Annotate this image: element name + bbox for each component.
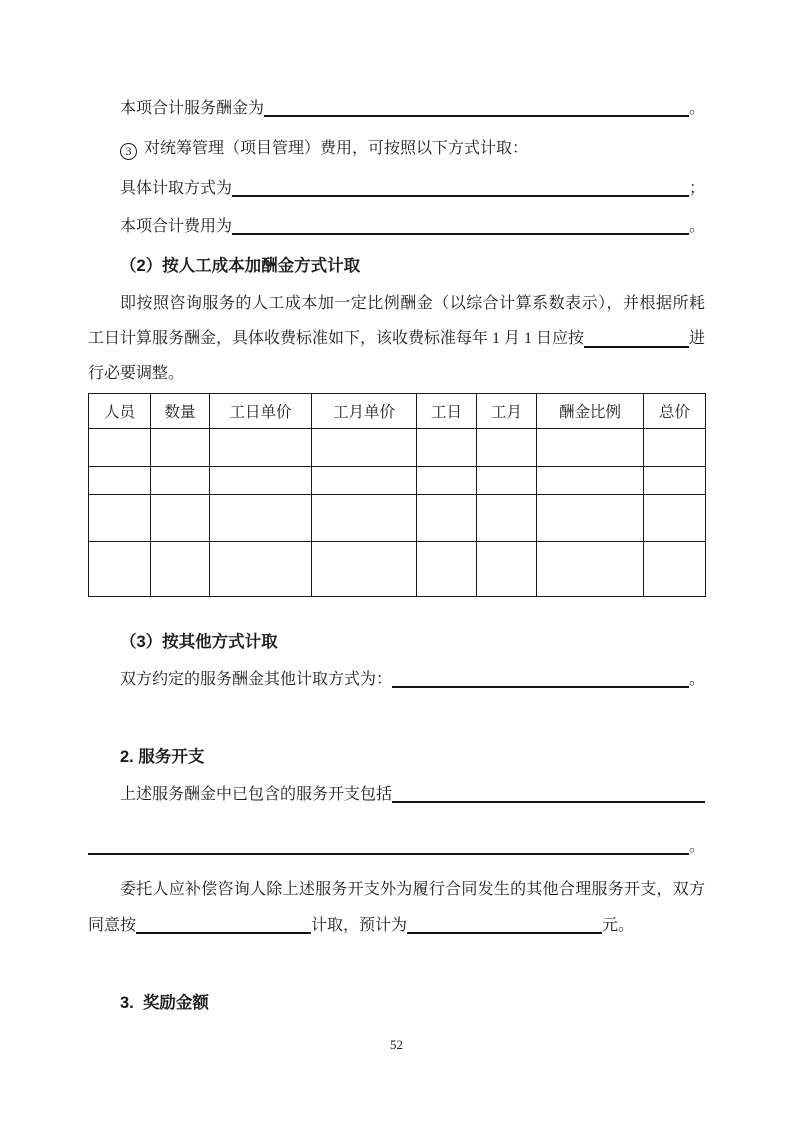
table-header-quantity: 数量 bbox=[151, 394, 210, 429]
table-cell bbox=[210, 495, 312, 542]
line-total-service-fee-period: 。 bbox=[688, 100, 705, 117]
table-cell bbox=[477, 542, 537, 597]
table-header-daily-rate: 工日单价 bbox=[210, 394, 312, 429]
table-cell bbox=[644, 495, 706, 542]
table-cell bbox=[151, 467, 210, 495]
heading-other-method: （3）按其他方式计取 bbox=[120, 633, 278, 651]
line-method-semicolon: ； bbox=[688, 180, 705, 197]
heading-service-expense: 2. 服务开支 bbox=[120, 748, 205, 766]
line-expense bbox=[88, 784, 705, 806]
circled-three-marker: 3 bbox=[120, 143, 137, 160]
heading-labor-cost-plus-fee: （2）按人工成本加酬金方式计取 bbox=[120, 257, 361, 275]
table-row bbox=[89, 542, 706, 597]
table-cell bbox=[477, 429, 537, 467]
table-cell bbox=[210, 467, 312, 495]
heading-award-amount: 3. 奖励金额 bbox=[120, 994, 209, 1012]
table-cell bbox=[537, 429, 644, 467]
labor-paragraph-line2-tail: 进 bbox=[688, 330, 705, 347]
table-cell bbox=[477, 495, 537, 542]
table-cell bbox=[644, 467, 706, 495]
fill-in-blank bbox=[584, 346, 689, 348]
line-total-service-fee bbox=[88, 98, 705, 120]
fill-in-blank bbox=[407, 932, 602, 934]
line-expense-continuation bbox=[88, 836, 705, 858]
fee-standard-table bbox=[88, 393, 706, 597]
table-cell bbox=[417, 429, 477, 467]
fill-in-blank bbox=[232, 195, 689, 197]
table-cell bbox=[417, 542, 477, 597]
labor-paragraph bbox=[88, 286, 705, 391]
table-cell bbox=[89, 542, 151, 597]
table-header-fee-ratio: 酬金比例 bbox=[537, 394, 644, 429]
table-cell bbox=[537, 467, 644, 495]
page-number: 52 bbox=[390, 1037, 403, 1052]
line-total-cost-label: 本项合计费用为 bbox=[120, 218, 233, 235]
table-row bbox=[89, 429, 706, 467]
table-row bbox=[89, 467, 706, 495]
table-header-monthly-rate: 工月单价 bbox=[312, 394, 417, 429]
compensation-line2-mid: 计取，预计为 bbox=[311, 917, 408, 934]
table-header-workmonths: 工月 bbox=[477, 394, 537, 429]
table-cell bbox=[417, 467, 477, 495]
line-total-service-fee-label: 本项合计服务酬金为 bbox=[120, 100, 265, 117]
line-other-method-period: 。 bbox=[688, 671, 705, 688]
line-total-cost bbox=[88, 216, 705, 238]
table-header-workdays: 工日 bbox=[417, 394, 477, 429]
line-total-cost-period: 。 bbox=[688, 218, 705, 235]
fill-in-blank bbox=[136, 932, 311, 934]
table-header-total-price: 总价 bbox=[644, 394, 706, 429]
table-header-row bbox=[89, 394, 706, 429]
item-3-line bbox=[88, 138, 705, 160]
labor-paragraph-line1: 即按照咨询服务的人工成本加一定比例酬金（以综合计算系数表示），并根据所耗 bbox=[120, 295, 705, 312]
line-other-method bbox=[88, 669, 705, 691]
fill-in-blank bbox=[88, 853, 689, 855]
table-cell bbox=[151, 495, 210, 542]
compensation-line2-suffix: 元。 bbox=[602, 917, 635, 934]
table-header-personnel: 人员 bbox=[89, 394, 151, 429]
table-cell bbox=[151, 542, 210, 597]
fill-in-blank bbox=[392, 801, 705, 803]
compensation-paragraph bbox=[88, 879, 705, 937]
table-cell bbox=[210, 429, 312, 467]
line-expense-label: 上述服务酬金中已包含的服务开支包括 bbox=[120, 786, 393, 803]
line-other-method-label: 双方约定的服务酬金其他计取方式为： bbox=[120, 671, 393, 688]
fill-in-blank bbox=[264, 115, 689, 117]
line-method-label: 具体计取方式为 bbox=[120, 180, 233, 197]
table-cell bbox=[89, 467, 151, 495]
table-cell bbox=[89, 429, 151, 467]
fill-in-blank bbox=[392, 686, 689, 688]
table-cell bbox=[210, 542, 312, 597]
labor-paragraph-line2 bbox=[88, 321, 705, 356]
table-cell bbox=[644, 429, 706, 467]
table-cell bbox=[477, 467, 537, 495]
labor-paragraph-line3: 行必要调整。 bbox=[88, 365, 185, 382]
table-cell bbox=[312, 542, 417, 597]
table-cell bbox=[312, 429, 417, 467]
compensation-line2 bbox=[88, 915, 705, 937]
fill-in-blank bbox=[232, 233, 689, 235]
item-3-text: 对统筹管理（项目管理）费用，可按照以下方式计取： bbox=[144, 140, 529, 157]
table-cell bbox=[537, 542, 644, 597]
table-cell bbox=[312, 495, 417, 542]
table-cell bbox=[312, 467, 417, 495]
compensation-line1: 委托人应补偿咨询人除上述服务开支外为履行合同发生的其他合理服务开支，双方 bbox=[120, 881, 705, 898]
labor-paragraph-line2-text: 工日计算服务酬金，具体收费标准如下，该收费标准每年 1 月 1 日应按 bbox=[88, 330, 585, 347]
table-cell bbox=[644, 542, 706, 597]
line-method bbox=[88, 178, 705, 200]
table-cell bbox=[89, 495, 151, 542]
compensation-line2-prefix: 同意按 bbox=[88, 917, 137, 934]
table-row bbox=[89, 495, 706, 542]
table-cell bbox=[151, 429, 210, 467]
line-expense-continuation-period: 。 bbox=[688, 838, 705, 855]
table-cell bbox=[417, 495, 477, 542]
table-cell bbox=[537, 495, 644, 542]
